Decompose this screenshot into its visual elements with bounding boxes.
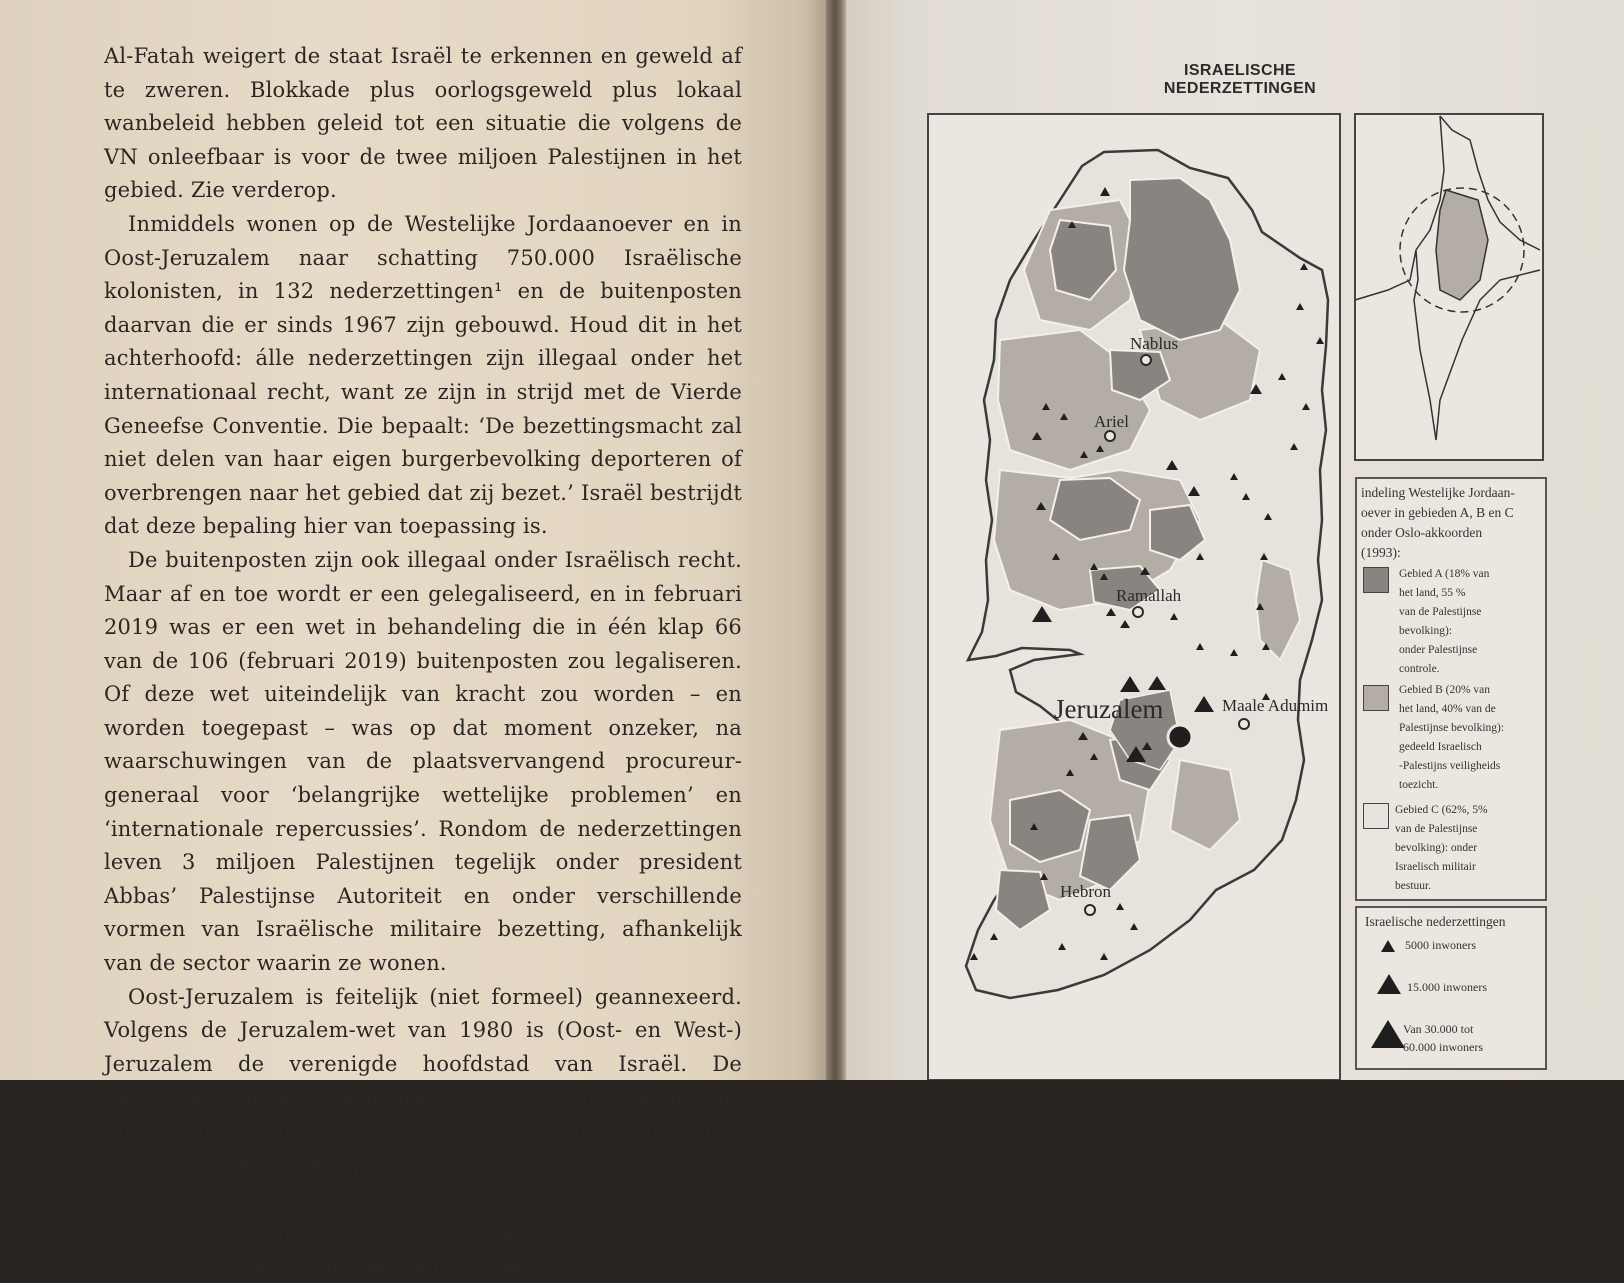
running-head: ISRAELISCHE NEDERZETTINGEN xyxy=(1163,62,1317,97)
legend-line: het land, 40% van de xyxy=(1399,703,1496,715)
legend-line: toezicht. xyxy=(1399,779,1439,791)
legend-line: -Palestijns veiligheids xyxy=(1399,760,1501,772)
legend-zones xyxy=(1355,477,1547,901)
legend-label-medium: 15.000 inwoners xyxy=(1407,980,1487,994)
city-label-hebron: Hebron xyxy=(1060,882,1111,901)
city-label-nablus: Nablus xyxy=(1130,334,1179,353)
legend-line: Israelisch militair xyxy=(1395,861,1476,873)
legend-title-line: oever in gebieden A, B en C xyxy=(1361,505,1514,520)
legend-line: gedeeld Israelisch xyxy=(1399,741,1482,753)
legend-swatch-area-b xyxy=(1363,685,1389,711)
legend-line: Palestijnse bevolking): xyxy=(1399,722,1505,734)
triangle-medium-icon xyxy=(1377,974,1401,994)
legend-line: van de Palestijnse xyxy=(1399,606,1482,618)
city-label-ariel: Ariel xyxy=(1094,412,1129,431)
legend-line: Gebied B (20% van xyxy=(1399,684,1491,696)
legend-label-large xyxy=(1403,1020,1483,1056)
legend-text-area-b xyxy=(1399,681,1519,795)
triangle-large-icon xyxy=(1371,1020,1405,1048)
jerusalem-dot xyxy=(1168,725,1192,749)
paragraph: De buitenposten zijn ook illegaal onder Israëlisch recht. Maar af en toe wordt er een gelegaliseerd, en in februari 2019 was er een wet in behandeling die in één klap 66 van de 106 (februari 2019) buitenposten zou legaliseren. Of deze wet uiteindelijk van kracht zou worden – en worden toegepast – was op dat moment onzeker, na waarschuwingen van de plaatsvervangend procureur-generaal voor ‘belangrijke wettelijke problemen’ en ‘internationale repercussies’. Rondom de nederzettingen leven 3 miljoen Palestijnen tegelijk onder president Abbas’ Palestijnse Autoriteit en onder verschillende vormen van Israëlische militaire bezetting, afhankelijk van de sector waarin ze wonen. xyxy=(104,547,742,976)
paragraph: Inmiddels wonen op de Westelijke Jordaanoever en in Oost-Jeruzalem naar schatting 750.000 Israëlische kolonisten, in 132 nederzettingen¹ en de buitenposten daarvan die er sinds 1967 zijn gebouwd. Houd dit in het achterhoofd: álle nederzettingen zijn illegaal onder het internationaal recht, want ze zijn in strijd met de Vierde Geneefse Conventie. Die bepaalt: ‘De bezettingsmacht zal niet delen van haar eigen burgerbevolking deporteren of overbrengen naar het gebied dat zij bezet.’ Israël bestrijdt dat deze bepaling hier van toepassing is. xyxy=(104,211,742,539)
legend-line: controle. xyxy=(1399,663,1440,675)
legend-line: onder Palestijnse xyxy=(1399,644,1478,656)
legend-line: Gebied A (18% van xyxy=(1399,568,1490,580)
legend-line: bevolking): xyxy=(1399,625,1453,637)
legend-text-area-c xyxy=(1395,801,1515,896)
triangle-small-icon xyxy=(1381,940,1395,952)
legend-line: 60.000 inwoners xyxy=(1403,1040,1483,1054)
legend-swatch-area-a xyxy=(1363,567,1389,593)
city-label-ramallah: Ramallah xyxy=(1116,586,1182,605)
legend-title-line: indeling Westelijke Jordaan- xyxy=(1361,485,1515,500)
legend-zones-title xyxy=(1361,483,1515,563)
legend-label-small: 5000 inwoners xyxy=(1405,938,1476,952)
legend-line: van de Palestijnse xyxy=(1395,823,1478,835)
legend-title-line: (1993): xyxy=(1361,545,1401,560)
legend-swatch-area-c xyxy=(1363,803,1389,829)
city-label-jeruzalem: Jeruzalem xyxy=(1054,694,1164,724)
legend-line: Gebied C (62%, 5% xyxy=(1395,804,1488,816)
legend-title-line: onder Oslo-akkoorden xyxy=(1361,525,1483,540)
paragraph: Al-Fatah weigert de staat Israël te erkennen en geweld af te zweren. Blokkade plus oorlogsgeweld plus lokaal wanbeleid hebben geleid tot een situatie die volgens de VN onleefbaar is voor de twee miljoen Palestijnen in het gebied. Zie verderop. xyxy=(104,44,742,203)
legend-line: Van 30.000 tot xyxy=(1403,1022,1474,1036)
legend-line: bestuur. xyxy=(1395,880,1432,892)
legend-line: het land, 55 % xyxy=(1399,587,1466,599)
city-label-maale-adumim: Maale Adumim xyxy=(1222,696,1329,715)
legend-line: bevolking): onder xyxy=(1395,842,1478,854)
legend-settlements-title: Israelische nederzettingen xyxy=(1365,914,1506,929)
legend-settlements xyxy=(1355,906,1547,1070)
legend-text-area-a xyxy=(1399,565,1519,679)
paragraph: Oost-Jeruzalem is feitelijk (niet formeel) geannexeerd. Volgens de Jeruzalem-wet van 1980 is (Oost- en West-) Jeruzalem de verenigde hoofdstad van Israël. De Palestijnen maken aanspraak op Oost-Jeruzalem als hoofdstad van hun (toekomstige) staat. De hele Palestijnse kwestie is moeilijk op te lossen; maar daarbinnen is Jeruzalem weer een van de allermoeilijkste problemen. Trumps erkenning van Jeruzalem als Israëls hoofdstad heeft dat probleem niet kleiner gemaakt. xyxy=(104,984,742,1278)
